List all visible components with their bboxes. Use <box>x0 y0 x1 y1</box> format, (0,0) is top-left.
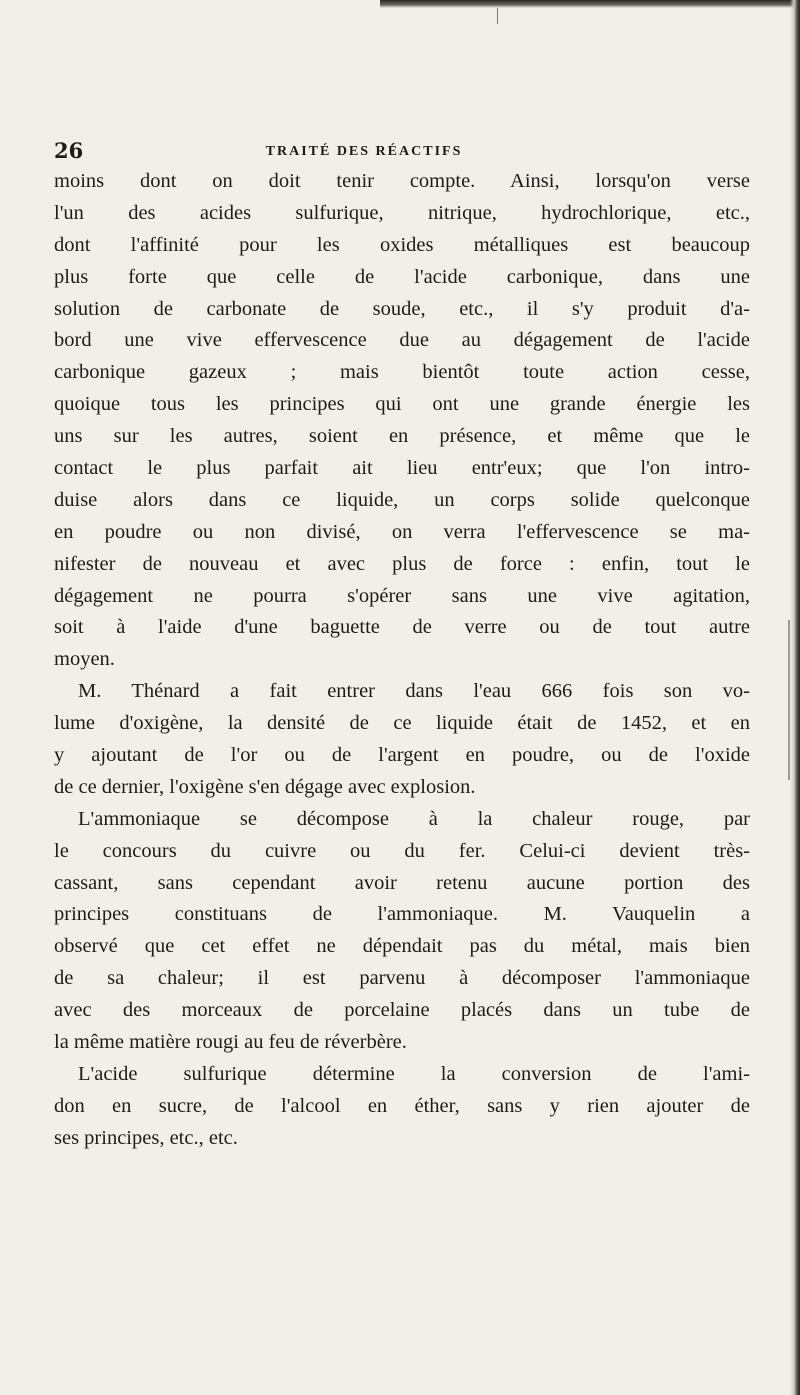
text-line: dégagement ne pourra s'opérer sans une vive agitation, <box>54 584 750 607</box>
text-line: solution de carbonate de soude, etc., il s'y produit d'a- <box>54 297 750 320</box>
text-line: dont l'affinité pour les oxides métalliques est beaucoup <box>54 233 750 256</box>
text-line: lume d'oxigène, la densité de ce liquide était de 1452, et en <box>54 712 750 735</box>
text-line: observé que cet effet ne dépendait pas du métal, mais bien <box>54 935 750 958</box>
text-line: duise alors dans ce liquide, un corps solide quelconque <box>54 488 750 511</box>
text-line: soit à l'aide d'une baguette de verre ou de tout autre <box>54 616 750 639</box>
text-line: cassant, sans cependant avoir retenu aucune portion des <box>54 871 750 894</box>
paragraph-4 <box>54 1059 750 1155</box>
text-line: uns sur les autres, soient en présence, et même que le <box>54 425 750 448</box>
text-line: contact le plus parfait ait lieu entr'eux; que l'on intro- <box>54 457 750 480</box>
text-line: avec des morceaux de porcelaine placés dans un tube de <box>54 999 750 1022</box>
text-line: la même matière rougi au feu de réverbère. <box>54 1031 407 1054</box>
text-line: principes constituans de l'ammoniaque. M. Vauquelin a <box>54 903 750 926</box>
page-number: 26 <box>54 138 84 163</box>
text-line: L'ammoniaque se décompose à la chaleur rouge, par <box>78 807 750 830</box>
text-line: l'un des acides sulfurique, nitrique, hydrochlorique, etc., <box>54 201 750 224</box>
running-title: TRAITÉ DES RÉACTIFS <box>265 144 463 159</box>
text-line: moins dont on doit tenir compte. Ainsi, lorsqu'on verse <box>54 170 750 192</box>
page-right-edge-mark <box>788 620 790 780</box>
text-line: moyen. <box>54 648 115 671</box>
text-line: quoique tous les principes qui ont une grande énergie les <box>54 393 750 416</box>
text-line: ses principes, etc., etc. <box>54 1126 238 1149</box>
text-line: en poudre ou non divisé, on verra l'effervescence se ma- <box>54 520 750 543</box>
page-top-notch <box>497 8 498 24</box>
body-text <box>54 166 750 1155</box>
text-line: L'acide sulfurique détermine la conversion de l'ami- <box>78 1062 750 1085</box>
paragraph-3 <box>54 804 750 1059</box>
text-line: M. Thénard a fait entrer dans l'eau 666 fois son vo- <box>78 680 750 703</box>
page-right-edge <box>790 0 800 1395</box>
text-line: bord une vive effervescence due au dégagement de l'acide <box>54 329 750 352</box>
text-line: don en sucre, de l'alcool en éther, sans y rien ajouter de <box>54 1094 750 1117</box>
text-line: de ce dernier, l'oxigène s'en dégage avec explosion. <box>54 775 476 798</box>
text-line: carbonique gazeux ; mais bientôt toute action cesse, <box>54 361 750 384</box>
text-line: plus forte que celle de l'acide carbonique, dans une <box>54 265 750 288</box>
paragraph-1 <box>54 166 750 676</box>
paragraph-2 <box>54 676 750 804</box>
text-line: y ajoutant de l'or ou de l'argent en poudre, ou de l'oxide <box>54 744 750 767</box>
text-line: de sa chaleur; il est parvenu à décomposer l'ammoniaque <box>54 967 750 990</box>
text-line: le concours du cuivre ou du fer. Celui-ci devient très- <box>54 839 750 862</box>
page-top-shadow <box>380 0 800 8</box>
text-line: nifester de nouveau et avec plus de force : enfin, tout le <box>54 552 750 575</box>
